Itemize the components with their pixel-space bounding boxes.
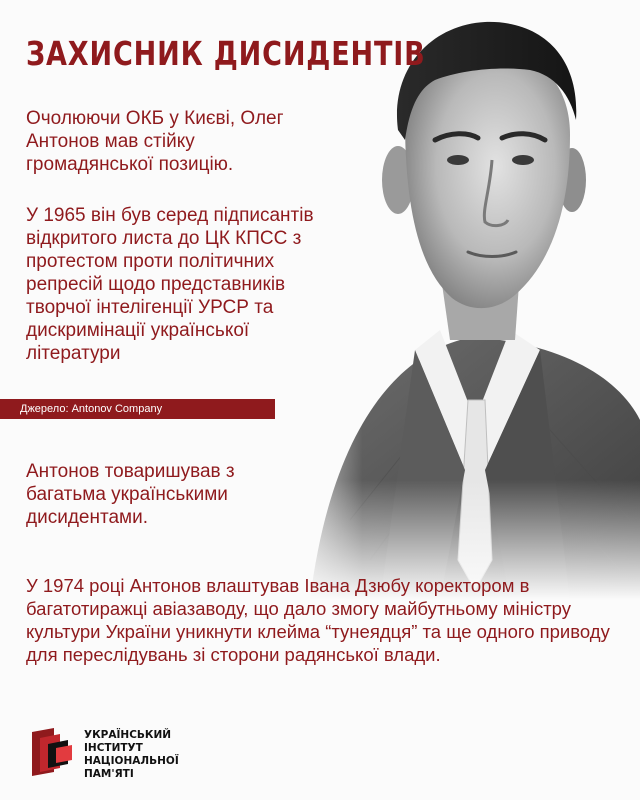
institute-name	[84, 729, 179, 781]
institute-name-line: УКРАЇНСЬКИЙ	[84, 729, 172, 741]
paragraph-position: Очолюючи ОКБ у Києві, Олег Антонов мав стійку громадянської позицію.	[26, 108, 284, 175]
source-banner	[0, 399, 275, 419]
institute-name-line: ПАМ'ЯТІ	[84, 768, 134, 780]
institute-logo-icon	[30, 728, 74, 776]
paragraph-dziuba: У 1974 році Антонов влаштував Івана Дзюбу коректором в багатотиражці авіазаводу, що дало змогу майбутньому міністру культури України уникнути клейма “тунеядця” та ще одного приводу для переслідувань зі сторони радянської влади.	[26, 575, 610, 665]
institute-name-line: ІНСТИТУТ	[84, 742, 143, 754]
paragraph-open-letter: У 1965 він був серед підписантів відкритого листа до ЦК КПСС з протестом проти політичних репресій щодо представників творчої інтелігенції УРСР та дискримінації української літератури	[26, 205, 314, 364]
source-label: Джерело: Antonov Company	[20, 403, 163, 415]
paragraph-dissidents: Антонов товаришував з багатьма українськими дисидентами.	[26, 461, 235, 528]
institute-name-line: НАЦІОНАЛЬНОЇ	[84, 755, 179, 767]
page-title: ЗАХИСНИК ДИСИДЕНТІВ	[26, 34, 426, 73]
